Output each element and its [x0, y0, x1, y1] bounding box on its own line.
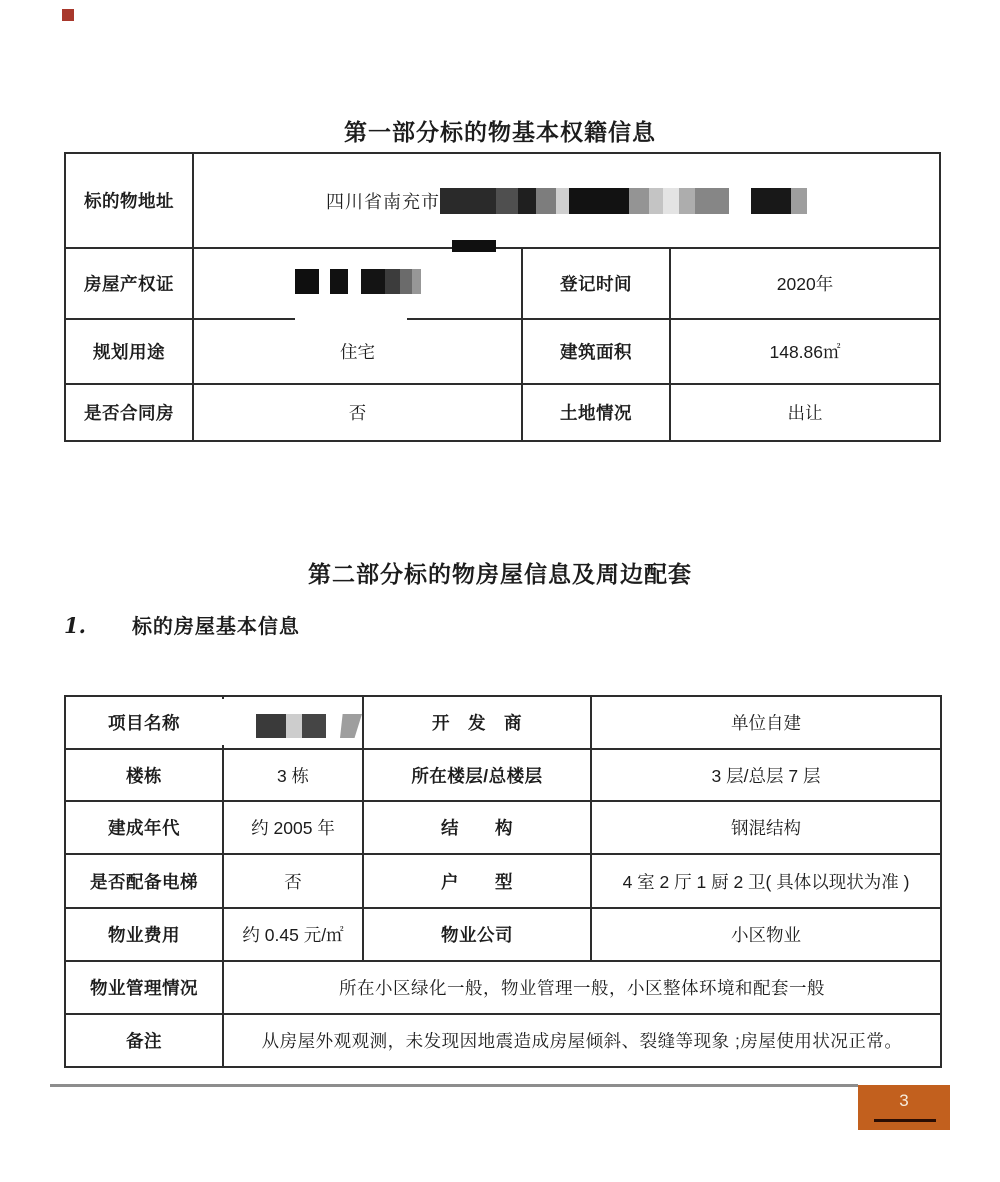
- red-corner-mark: [62, 9, 74, 21]
- section-heading: [64, 610, 300, 639]
- t2-value-property-fee: 约 0.45 元/㎡: [223, 908, 363, 961]
- address-text: 四川省南充市: [326, 191, 440, 212]
- redaction-block: [649, 188, 663, 214]
- t2-value-floor: 3 层/总层 7 层: [591, 749, 941, 801]
- t2-label-elevator: 是否配备电梯: [65, 854, 223, 908]
- table-row: [65, 1014, 941, 1067]
- redaction-block: [536, 188, 556, 214]
- t2-label-project-name: 项目名称: [65, 696, 223, 749]
- table-house-basic-info: [64, 695, 942, 1068]
- redaction-block: [295, 269, 319, 294]
- redaction-block: [496, 188, 518, 214]
- redaction-bar: [295, 269, 421, 294]
- part2-title: 第二部分标的物房屋信息及周边配套: [308, 561, 692, 587]
- t2-label-remarks: 备注: [65, 1014, 223, 1067]
- table-row: [65, 908, 941, 961]
- redaction-block: [663, 188, 679, 214]
- redaction-block: [385, 269, 400, 294]
- t2-value-layout: 4 室 2 厅 1 厨 2 卫( 具体以现状为准 ): [591, 854, 941, 908]
- section-number: 1.: [64, 613, 86, 638]
- t1-label-land-status: 土地情况: [522, 384, 670, 441]
- t2-value-remarks: 从房屋外观观测，未发现因地震造成房屋倾斜、裂缝等现象 ;房屋使用状况正常。: [223, 1014, 941, 1067]
- redaction-block: [518, 188, 536, 214]
- redaction-block: [412, 269, 421, 294]
- t1-label-building-area: 建筑面积: [522, 319, 670, 384]
- t1-value-property-address: [193, 153, 940, 248]
- t2-label-year-built: 建成年代: [65, 801, 223, 854]
- t1-label-planned-use: 规划用途: [65, 319, 193, 384]
- redaction-block: [751, 188, 791, 214]
- scan-white-patch: [295, 310, 407, 323]
- t2-value-structure: 钢混结构: [591, 801, 941, 854]
- scan-dark-artifact: [452, 240, 496, 252]
- table-row: [65, 319, 940, 384]
- t2-value-management-status: 所在小区绿化一般，物业管理一般，小区整体环境和配套一般: [223, 961, 941, 1014]
- redaction-block: [569, 188, 629, 214]
- redaction-block: [330, 269, 348, 294]
- table-row: [65, 854, 941, 908]
- redaction-block: [679, 188, 695, 214]
- page-number-badge: [858, 1085, 950, 1130]
- table-row: [65, 696, 941, 749]
- t2-value-elevator: 否: [223, 854, 363, 908]
- redaction-block: [302, 714, 326, 738]
- t2-label-floor: 所在楼层/总楼层: [363, 749, 591, 801]
- t2-label-property-fee: 物业费用: [65, 908, 223, 961]
- t1-label-registration-time: 登记时间: [522, 248, 670, 319]
- page-number: 3: [899, 1091, 909, 1110]
- redaction-gap: [348, 281, 361, 282]
- t2-label-structure: 结 构: [363, 801, 591, 854]
- t1-label-property-address: 标的物地址: [65, 153, 193, 248]
- t2-value-year-built: 约 2005 年: [223, 801, 363, 854]
- table-row: [65, 801, 941, 854]
- redaction-block: [400, 269, 412, 294]
- redaction-block: [286, 714, 302, 738]
- footer-rule: [50, 1084, 858, 1087]
- redaction-gap: [326, 726, 340, 727]
- redaction-gap: [319, 281, 330, 282]
- redaction-bar: [440, 188, 807, 214]
- badge-underline: [874, 1119, 936, 1122]
- t2-value-developer: 单位自建: [591, 696, 941, 749]
- t1-label-contract-house: 是否合同房: [65, 384, 193, 441]
- t2-label-building: 楼栋: [65, 749, 223, 801]
- table-row: [65, 384, 940, 441]
- t2-label-layout: 户 型: [363, 854, 591, 908]
- redaction-block: [361, 269, 385, 294]
- t1-value-land-status: 出让: [670, 384, 940, 441]
- redaction-block: [256, 714, 286, 738]
- t2-label-property-company: 物业公司: [363, 908, 591, 961]
- t2-label-management-status: 物业管理情况: [65, 961, 223, 1014]
- redaction-block: [340, 714, 362, 738]
- table-row: [65, 153, 940, 248]
- t1-value-building-area: 148.86㎡: [670, 319, 940, 384]
- redaction-block: [629, 188, 649, 214]
- section-heading-text: 标的房屋基本信息: [131, 616, 300, 638]
- t2-value-building: 3 栋: [223, 749, 363, 801]
- table-property-rights-info: [64, 152, 941, 442]
- t1-value-ownership-cert: [193, 248, 522, 319]
- table-row: [65, 749, 941, 801]
- t2-label-developer: 开 发 商: [363, 696, 591, 749]
- redaction-block: [440, 188, 496, 214]
- t1-label-ownership-cert: 房屋产权证: [65, 248, 193, 319]
- redaction-block: [791, 188, 807, 214]
- redaction-block: [695, 188, 729, 214]
- t1-value-planned-use: 住宅: [193, 319, 522, 384]
- t1-value-registration-time: 2020年: [670, 248, 940, 319]
- redaction-gap: [729, 200, 751, 201]
- redaction-bar: [256, 714, 362, 738]
- t1-value-contract-house: 否: [193, 384, 522, 441]
- address-line: [200, 188, 933, 214]
- part1-title: 第一部分标的物基本权籍信息: [344, 119, 656, 145]
- table-row: [65, 248, 940, 319]
- table-row: [65, 961, 941, 1014]
- redaction-block: [556, 188, 569, 214]
- t2-value-property-company: 小区物业: [591, 908, 941, 961]
